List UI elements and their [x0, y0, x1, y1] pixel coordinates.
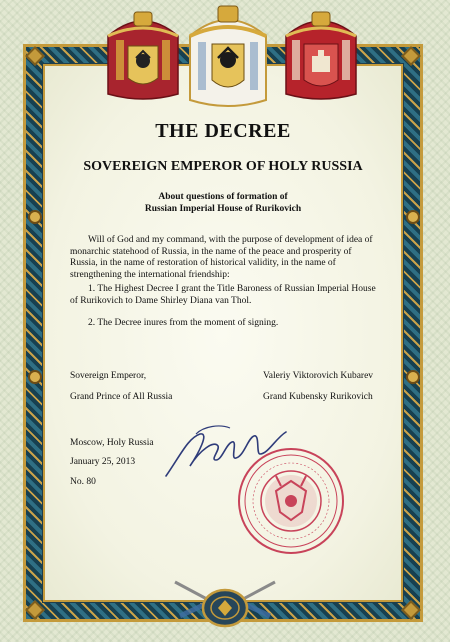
about-line-2: Russian Imperial House of Rurikovich: [144, 204, 302, 214]
signatory-rank: Grand Kubensky Rurikovich: [263, 392, 373, 402]
document-paper: [45, 66, 401, 600]
coat-of-arms-right: [276, 6, 366, 104]
clause-2: 2. The Decree inures from the moment of signing.: [88, 318, 279, 328]
about-line-1: About questions of formation of: [158, 192, 288, 202]
document-about: [45, 191, 401, 215]
place-of-issue: Moscow, Holy Russia: [70, 438, 154, 448]
frame-medallion: [28, 210, 42, 224]
bottom-emblem: [170, 572, 280, 635]
coat-of-arms-left: [98, 6, 188, 104]
document-subtitle: SOVEREIGN EMPEROR OF HOLY RUSSIA: [83, 159, 363, 174]
signatory-name: Valeriy Viktorovich Kubarev: [263, 371, 374, 381]
frame-medallion: [406, 210, 420, 224]
coat-of-arms-center: [184, 2, 272, 112]
date-of-issue: January 25, 2013: [70, 457, 136, 467]
clause-1: 1. The Highest Decree I grant the Title Baroness of Russian Imperial House of Rurikovich to Dame Shirley Diana van Thol.: [70, 284, 376, 306]
signatory-title-2: Grand Prince of All Russia: [70, 392, 173, 402]
frame-medallion: [406, 370, 420, 384]
official-seal: [236, 446, 346, 561]
frame-medallion: [28, 370, 42, 384]
signatory-title-1: Sovereign Emperor,: [70, 371, 147, 381]
preamble-paragraph: Will of God and my command, with the purpose of development of idea of monarchic statehood of Russia, in the name of the peace and prosperity of Russia, in the name of restoration of historical validity, in the name of strengthening the international friendship:: [70, 235, 373, 280]
document-title: THE DECREE: [155, 120, 291, 142]
decree-number: No. 80: [70, 477, 96, 487]
